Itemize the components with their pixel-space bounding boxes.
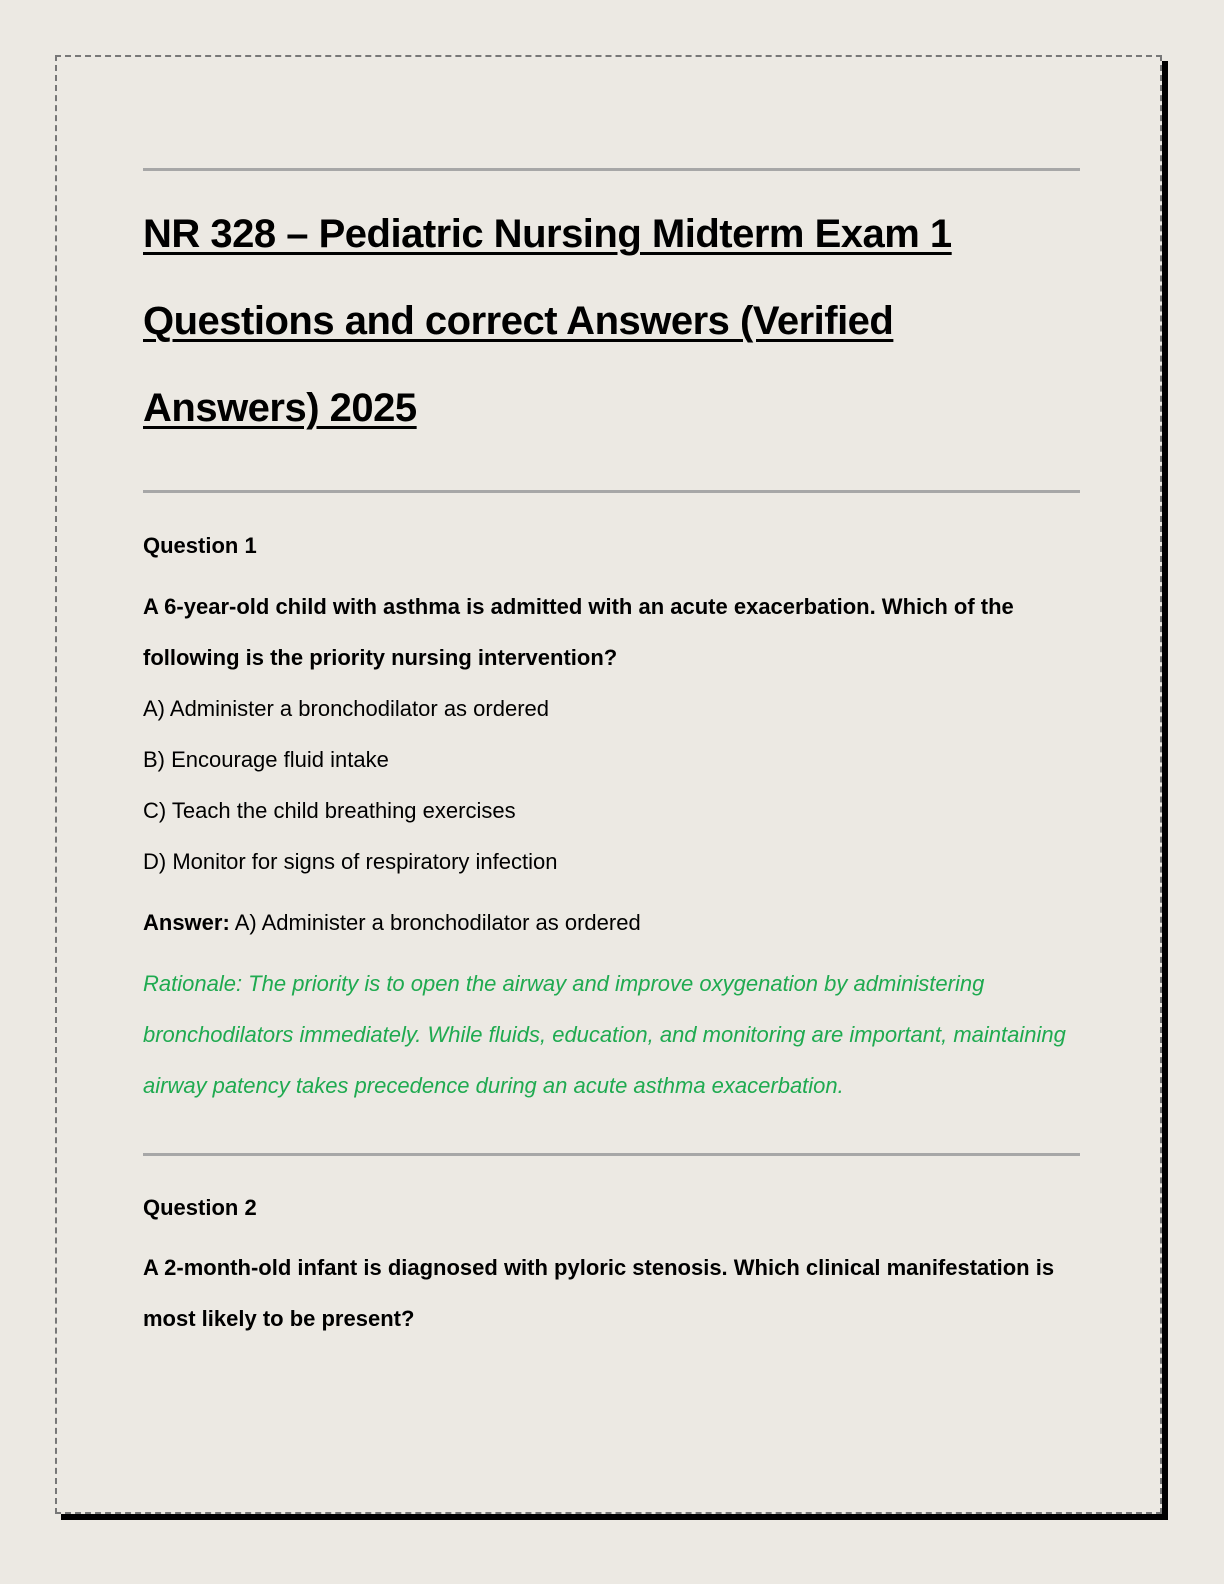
answer-label: Answer: bbox=[143, 910, 230, 935]
question-2-heading: Question 2 bbox=[143, 1195, 257, 1220]
title-divider bbox=[143, 490, 1080, 493]
question-1-text: A 6-year-old child with asthma is admitted with an acute exacerbation. Which of the following is the priority nursing intervention? bbox=[143, 594, 1014, 670]
question-1-options bbox=[143, 683, 1080, 887]
option-a: A) Administer a bronchodilator as ordered bbox=[143, 696, 549, 721]
question-2-text: A 2-month-old infant is diagnosed with pyloric stenosis. Which clinical manifestation is most likely to be present? bbox=[143, 1255, 1055, 1331]
page-title bbox=[143, 191, 1080, 452]
title-line-2: Questions and correct Answers (Verified bbox=[143, 299, 894, 343]
question-divider bbox=[143, 1153, 1080, 1156]
title-line-3: Answers) 2025 bbox=[143, 386, 417, 430]
option-b: B) Encourage fluid intake bbox=[143, 747, 389, 772]
top-divider bbox=[143, 168, 1080, 171]
option-d: D) Monitor for signs of respiratory infection bbox=[143, 849, 558, 874]
question-1-rationale: Rationale: The priority is to open the airway and improve oxygenation by administering bronchodilators immediately. While fluids, education, and monitoring are important, maintaining airway patency takes precedence during an acute asthma exacerbation. bbox=[143, 971, 1066, 1098]
question-2 bbox=[143, 1193, 1080, 1344]
question-1 bbox=[143, 531, 1080, 1111]
question-1-answer bbox=[143, 897, 1080, 948]
document-body bbox=[143, 168, 1080, 1344]
title-line-1: NR 328 – Pediatric Nursing Midterm Exam 1 bbox=[143, 212, 952, 256]
option-c: C) Teach the child breathing exercises bbox=[143, 798, 516, 823]
answer-value: A) Administer a bronchodilator as ordered bbox=[234, 910, 641, 935]
question-1-heading: Question 1 bbox=[143, 533, 257, 558]
